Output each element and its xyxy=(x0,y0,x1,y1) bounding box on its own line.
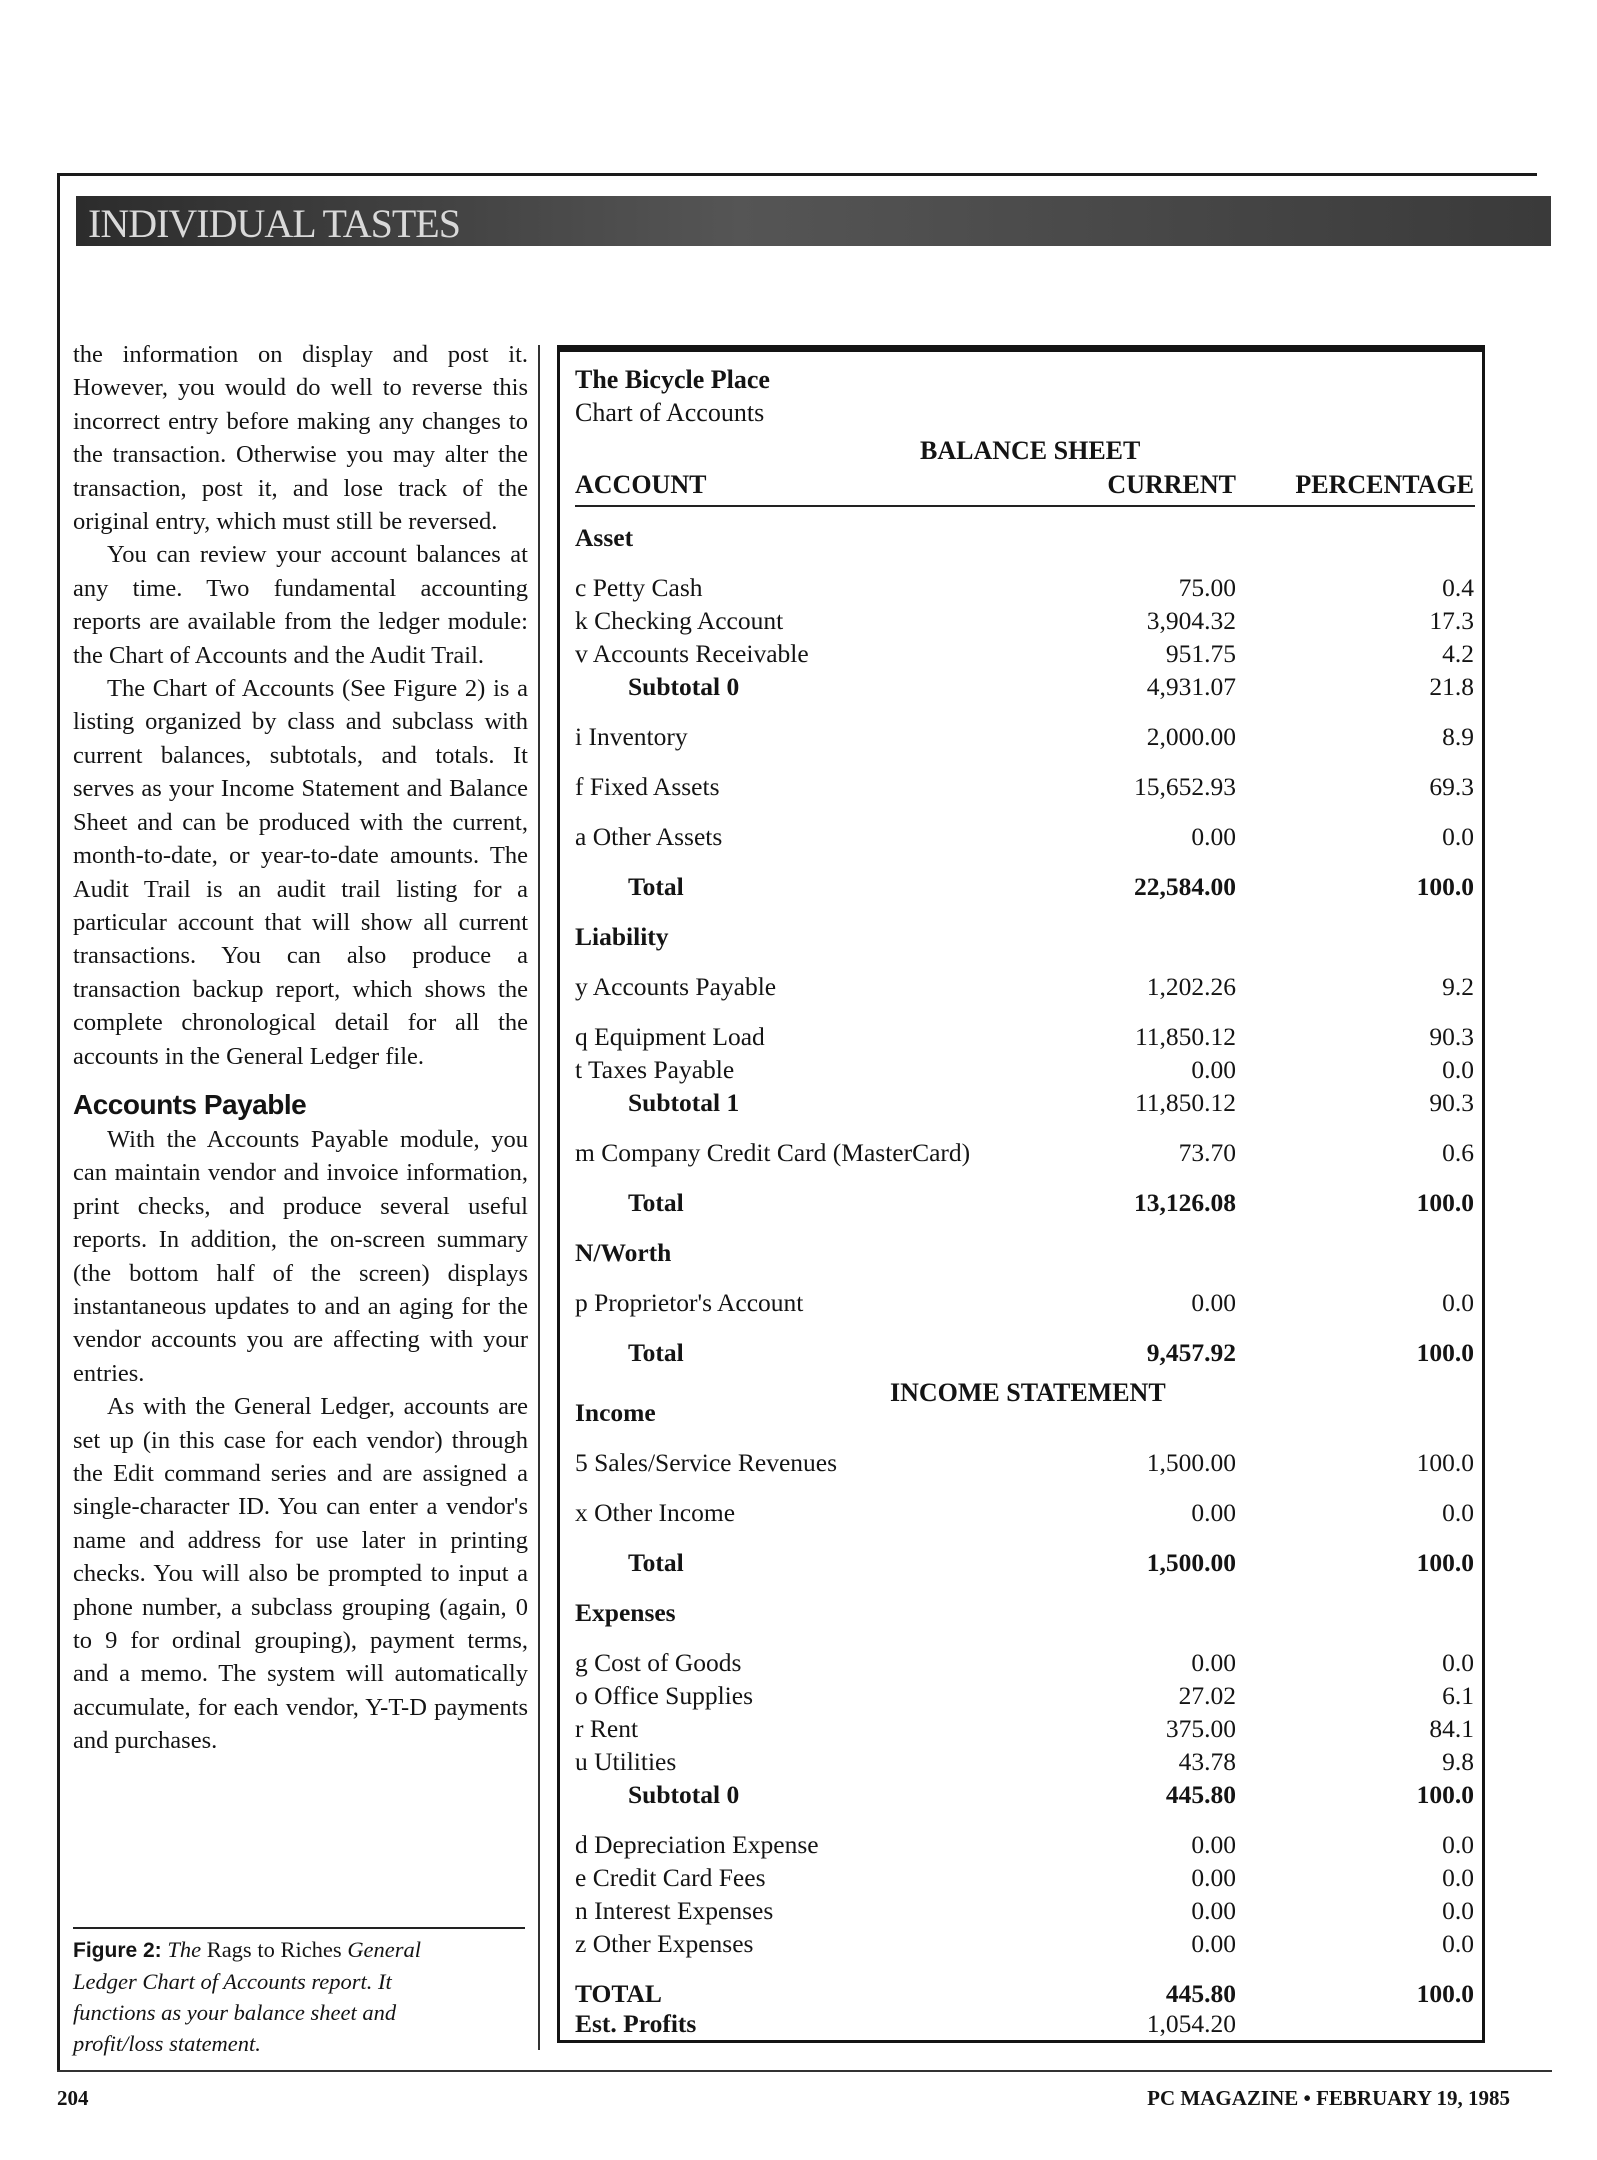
table-row: k Checking Account 3,904.32 17.3 xyxy=(575,606,1474,635)
income-statement-title: INCOME STATEMENT xyxy=(890,1378,1166,1407)
table-row: c Petty Cash 75.00 0.4 xyxy=(575,573,1474,602)
table-row: u Utilities 43.78 9.8 xyxy=(575,1747,1474,1776)
table-row: r Rent 375.00 84.1 xyxy=(575,1714,1474,1743)
balance-sheet-title: BALANCE SHEET xyxy=(920,436,1141,465)
section-label-expenses: Expenses xyxy=(575,1598,676,1627)
article-paragraph: the information on display and post it. However, you would do well to reverse this incorrect entry before making any changes to the transaction. Otherwise you may alter the transaction, post it, and lose track of the original entry, which must still be reversed. xyxy=(73,341,528,536)
table-row: 5 Sales/Service Revenues 1,500.00 100.0 xyxy=(575,1448,1474,1477)
section-label-net-worth: N/Worth xyxy=(575,1238,672,1267)
table-row: m Company Credit Card (MasterCard) 73.70 0.6 xyxy=(575,1138,1474,1167)
table-row: i Inventory 2,000.00 8.9 xyxy=(575,722,1474,751)
total-row: Total 1,500.00 100.0 xyxy=(628,1548,1474,1577)
section-banner-text: INDIVIDUAL TASTES xyxy=(88,201,460,246)
column-header-current: CURRENT xyxy=(1107,470,1236,499)
section-label-asset: Asset xyxy=(575,523,634,552)
page-number: 204 xyxy=(57,2086,89,2110)
grand-total-row: TOTAL 445.80 100.0 xyxy=(575,1979,1474,2008)
table-row: p Proprietor's Account 0.00 0.0 xyxy=(575,1288,1474,1317)
caption-text-a: The xyxy=(167,1937,202,1962)
section-label-income: Income xyxy=(575,1398,656,1427)
subtotal-row: Subtotal 0 445.80 100.0 xyxy=(628,1780,1474,1809)
caption-text-b: General Ledger Chart of Accounts report. It functions as your balance sheet and profit/loss statement. xyxy=(73,1937,422,2056)
caption-product-name: Rags to Riches xyxy=(206,1937,342,1962)
total-row: Total 22,584.00 100.0 xyxy=(628,872,1474,901)
subtotal-row: Subtotal 0 4,931.07 21.8 xyxy=(628,672,1474,701)
table-row: o Office Supplies 27.02 6.1 xyxy=(575,1681,1474,1710)
table-row: x Other Income 0.00 0.0 xyxy=(575,1498,1474,1527)
table-row: v Accounts Receivable 951.75 4.2 xyxy=(575,639,1474,668)
footer-rule xyxy=(57,2070,1552,2072)
table-row: t Taxes Payable 0.00 0.0 xyxy=(575,1055,1474,1084)
column-header-percentage: PERCENTAGE xyxy=(1295,470,1474,499)
article-subheading: Accounts Payable xyxy=(73,1088,307,1120)
table-row: e Credit Card Fees 0.00 0.0 xyxy=(575,1863,1474,1892)
figure-label: Figure 2: xyxy=(73,1939,162,1962)
header-rule xyxy=(575,505,1475,507)
report-company: The Bicycle Place xyxy=(575,365,770,394)
article-paragraph: You can review your account balances at any time. Two fundamental accounting reports are available from the ledger module: the Chart of Accounts and the Audit Trail. xyxy=(73,541,528,669)
article-paragraph: The Chart of Accounts (See Figure 2) is a listing organized by class and subclass with current balances, subtotals, and totals. It serves as your Income Statement and Balance Sheet and can be produced with the current, month-to-date, or year-to-date amounts. The Audit Trail is an audit trail listing for a particular account that will show all current transactions. You can also produce a transaction backup report, which shows the complete chronological detail for all the accounts in the General Ledger file. xyxy=(73,675,528,1070)
top-rule xyxy=(57,173,1537,176)
report-title: Chart of Accounts xyxy=(575,398,765,427)
table-row: y Accounts Payable 1,202.26 9.2 xyxy=(575,972,1474,1001)
publication-line: PC MAGAZINE • FEBRUARY 19, 1985 xyxy=(1147,2086,1510,2110)
section-label-liability: Liability xyxy=(575,922,669,951)
subtotal-row: Subtotal 1 11,850.12 90.3 xyxy=(628,1088,1474,1117)
total-row: Total 13,126.08 100.0 xyxy=(628,1188,1474,1217)
section-banner xyxy=(76,196,1551,246)
column-header-account: ACCOUNT xyxy=(575,470,707,499)
total-row: Total 9,457.92 100.0 xyxy=(628,1338,1474,1367)
table-row: q Equipment Load 11,850.12 90.3 xyxy=(575,1022,1474,1051)
table-row: n Interest Expenses 0.00 0.0 xyxy=(575,1896,1474,1925)
table-row: g Cost of Goods 0.00 0.0 xyxy=(575,1648,1474,1677)
article-paragraph: With the Accounts Payable module, you can maintain vendor and invoice information, print checks, and produce several useful reports. In addition, the on-screen summary (the bottom half of the screen) displays instantaneous updates to and an aging for the vendor accounts you are affecting with your entries. xyxy=(73,1125,528,1387)
article-paragraph: As with the General Ledger, accounts are set up (in this case for each vendor) through the Edit command series and are assigned a single-character ID. You can enter a vendor's name and address for use later in printing checks. You will also be prompted to input a phone number, a subclass grouping (again, 0 to 9 for ordinal grouping), payment terms, and a memo. The system will automatically accumulate, for each vendor, Y-T-D payments and purchases. xyxy=(73,1393,528,1755)
estimated-profits-row: Est. Profits 1,054.20 xyxy=(575,2009,1236,2038)
table-row: d Depreciation Expense 0.00 0.0 xyxy=(575,1830,1474,1859)
table-row: f Fixed Assets 15,652.93 69.3 xyxy=(575,772,1474,801)
table-row: a Other Assets 0.00 0.0 xyxy=(575,822,1474,851)
table-row: z Other Expenses 0.00 0.0 xyxy=(575,1929,1474,1958)
